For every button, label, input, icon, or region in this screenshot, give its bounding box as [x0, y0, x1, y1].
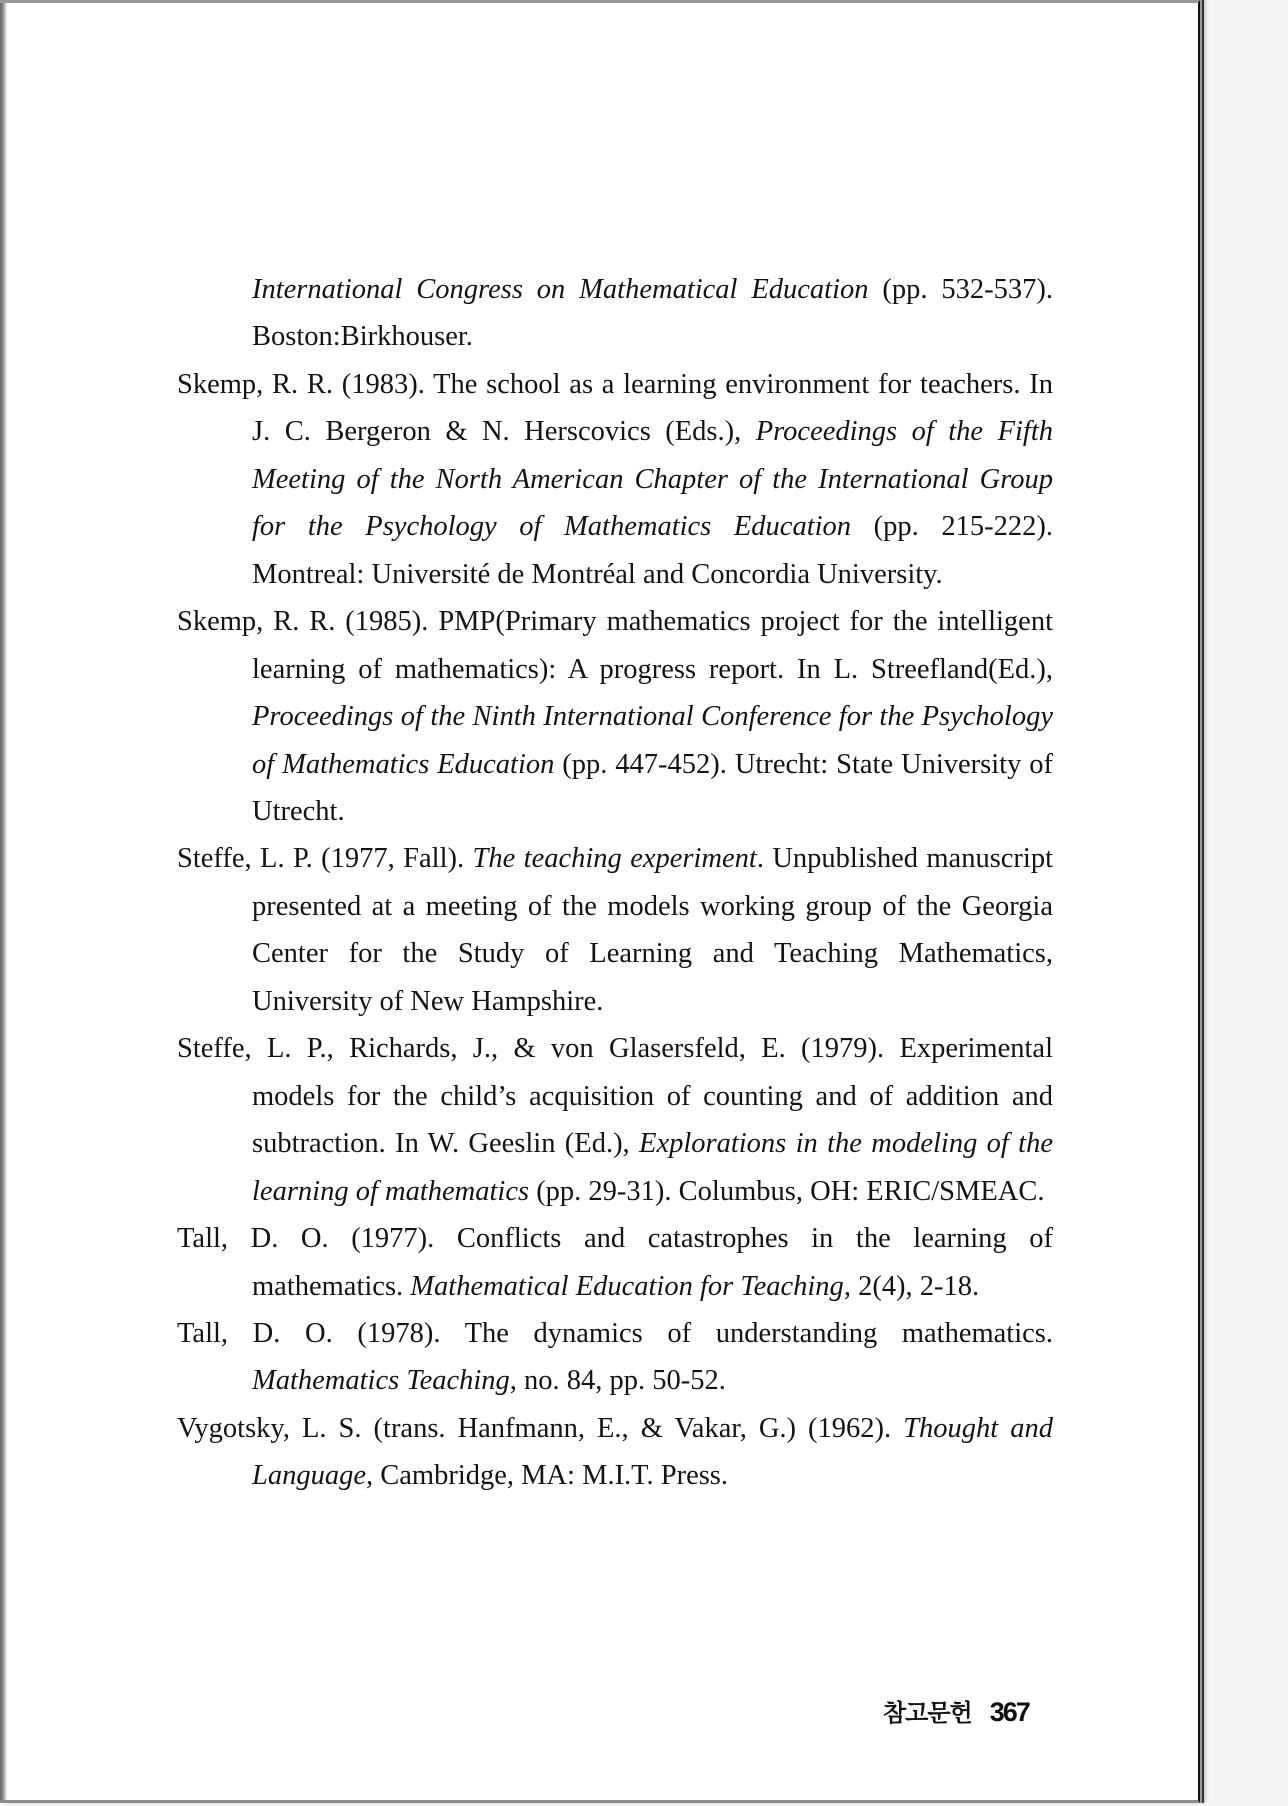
reference-text: , no. 84, pp. 50-52. — [509, 1365, 726, 1397]
reference-entry — [177, 1215, 1053, 1310]
reference-text: . Unpublished manuscript presented at a meeting of the models working group of the Georgia Center for the Study of Learning and Teaching Mathematics, University of New Hampshire. — [252, 843, 1054, 1017]
reference-entry — [177, 1025, 1053, 1215]
reference-text: Skemp, R. R. (1985). PMP(Primary mathematics project for the intelligent learning of mathematics): A progress report. In L. Streefland(Ed.), — [177, 606, 1053, 685]
reference-text: Steffe, L. P., Richards, J., & von Glasersfeld, E. (1979). Experimental models for the child’s acquisition of counting and of addition and subtraction. In W. Geeslin (Ed.), — [177, 1033, 1053, 1160]
reference-text: , Cambridge, MA: M.I.T. Press. — [366, 1460, 729, 1492]
reference-entry — [177, 361, 1053, 598]
reference-italic-text: Mathematical Education for Teaching — [410, 1270, 844, 1302]
reference-entry — [177, 1310, 1053, 1405]
reference-italic-text: Thought and Language — [252, 1412, 1053, 1492]
reference-text: (pp. 215-222). Montreal: Université de Montréal and Concordia University. — [252, 511, 1053, 590]
reference-italic-text: The teaching experiment — [472, 843, 757, 875]
reference-list — [177, 266, 1053, 1500]
reference-text: (pp. 532-537). Boston:Birkhouser. — [252, 274, 1053, 353]
reference-entry — [177, 835, 1053, 1025]
reference-text: Skemp, R. R. (1983). The school as a learning environment for teachers. In J. C. Bergeron & N. Herscovics (Eds.), — [177, 368, 1053, 448]
reference-text: Vygotsky, L. S. (trans. Hanfmann, E., & Vakar, G.) (1962). — [177, 1412, 904, 1444]
reference-text: (pp. 29-31). Columbus, OH: ERIC/SMEAC. — [529, 1175, 1045, 1207]
reference-text: , 2(4), 2-18. — [843, 1270, 980, 1302]
reference-text: Steffe, L. P. (1977, Fall). — [177, 843, 473, 875]
reference-italic-text: International Congress on Mathematical Education — [252, 274, 869, 305]
reference-text: Tall, D. O. (1978). The dynamics of understanding mathematics. — [177, 1317, 1053, 1349]
running-head: 참고문헌 — [883, 1699, 972, 1727]
reference-entry — [177, 598, 1053, 835]
reference-entry — [177, 1405, 1053, 1500]
reference-text: (pp. 447-452). Utrecht: State University of Utrecht. — [252, 748, 1053, 827]
reference-italic-text: Explorations in the modeling of the learning of mathematics — [252, 1128, 1053, 1207]
reference-italic-text: Proceedings of the Fifth Meeting of the North American Chapter of the International Group for the Psychology of Mathematics Education — [252, 416, 1053, 543]
page-footer — [883, 1693, 1029, 1727]
reference-italic-text: Mathematics Teaching — [252, 1365, 510, 1397]
page-number: 367 — [989, 1697, 1029, 1727]
reference-entry-continued — [177, 266, 1053, 361]
reference-text: Tall, D. O. (1977). Conflicts and catastrophes in the learning of mathematics. — [177, 1223, 1053, 1302]
reference-italic-text: Proceedings of the Ninth International Conference for the Psychology of Mathematics Education — [252, 701, 1053, 780]
